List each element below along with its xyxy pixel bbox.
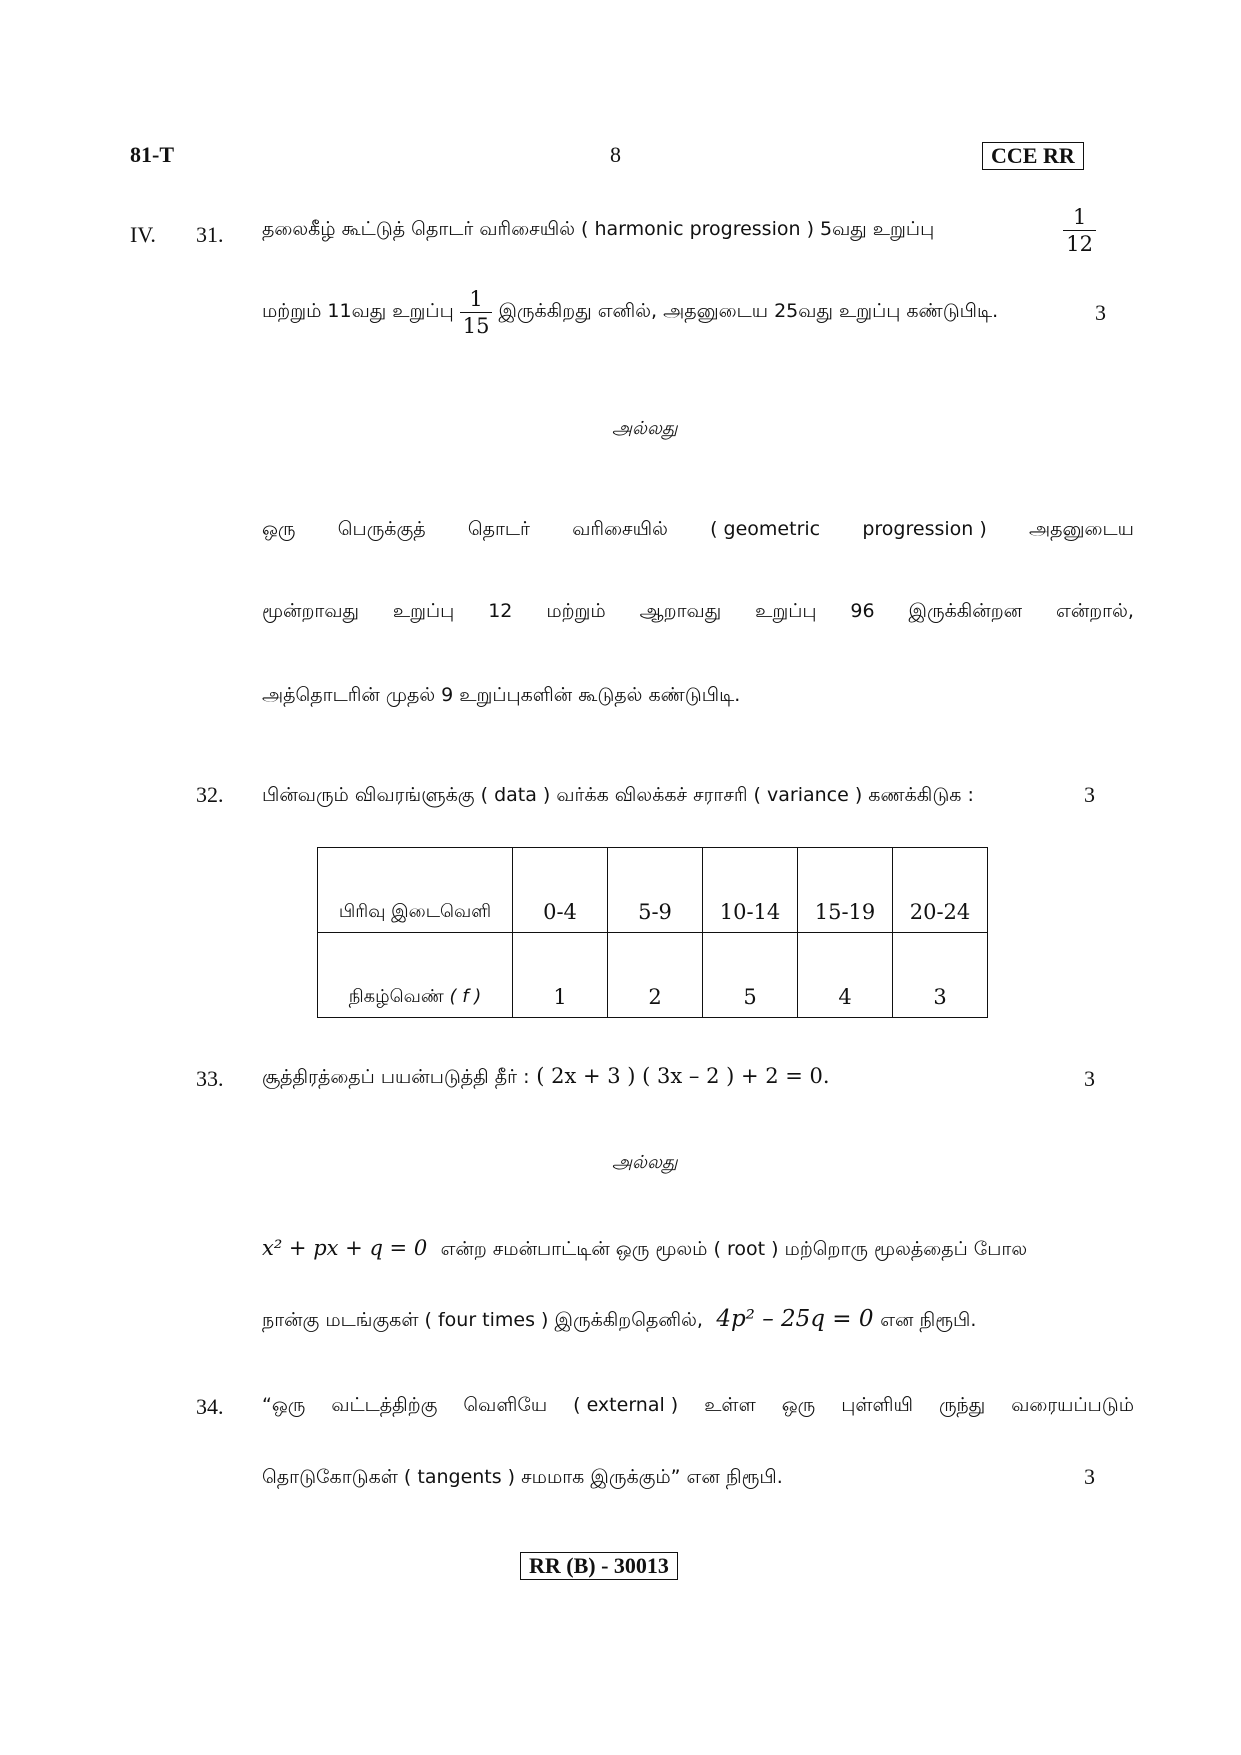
q34-word: உள்ள xyxy=(704,1394,756,1416)
q34-word: “ஒரு xyxy=(262,1394,306,1416)
q31-alt-word: 96 xyxy=(850,600,875,622)
q31-fraction-1 xyxy=(1063,204,1096,257)
paper-type-box: CCE RR xyxy=(982,142,1084,170)
table-cell-frequency: 3 xyxy=(893,933,988,1018)
question-32-text: பின்வரும் விவரங்ளுக்கு ( data ) வர்க்க விலக்கச் சராசரி ( variance ) கணக்கிடுக : xyxy=(262,784,974,806)
q33-marks: 3 xyxy=(1084,1066,1095,1091)
q33-equation: ( 2x + 3 ) ( 3x – 2 ) + 2 = 0. xyxy=(536,1064,830,1088)
q31-alt-word: ( geometric xyxy=(710,518,821,540)
q33-alt-line2-pre: நான்கு மடங்குகள் ( four times ) இருக்கிறதெனில், xyxy=(262,1309,703,1331)
q31-line1-text: தலைகீழ் கூட்டுத் தொடர் வரிசையில் ( harmonic progression ) 5வது உறுப்பு xyxy=(262,218,935,240)
q34-word: ருந்து xyxy=(938,1394,986,1416)
q34-word: வெளியே xyxy=(463,1394,548,1416)
q31-alt-word: தொடர் xyxy=(467,518,530,540)
q31-alt-word: ஆறாவது xyxy=(639,600,722,622)
q31-alt-word: ஒரு xyxy=(262,518,296,540)
question-31-number: 31. xyxy=(196,222,224,247)
q31-alt-word: உறுப்பு xyxy=(392,600,455,622)
q31-alt-line-1 xyxy=(262,518,1134,543)
q31-alt-word: 12 xyxy=(488,600,513,622)
q31-line2-pre: மற்றும் 11வது உறுப்பு xyxy=(262,300,454,322)
frequency-label-text: நிகழ்வெண் xyxy=(348,986,444,1007)
frequency-table xyxy=(317,847,988,1018)
question-33-number: 33. xyxy=(196,1066,224,1091)
q33-alt-equation-2: 4p² – 25q = 0 xyxy=(716,1306,874,1332)
q31-alt-line-3: அத்தொடரின் முதல் 9 உறுப்புகளின் கூடுதல் கண்டுபிடி. xyxy=(262,684,741,706)
table-cell-class: 15-19 xyxy=(798,848,893,933)
q34-line-1 xyxy=(262,1394,1134,1419)
q33-alt-line2-post: என நிரூபி. xyxy=(880,1309,977,1331)
table-cell-frequency: 2 xyxy=(608,933,703,1018)
frequency-symbol: ( f ) xyxy=(449,986,482,1007)
q34-word: வட்டத்திற்கு xyxy=(331,1394,438,1416)
q31-frac2-denominator: 15 xyxy=(460,312,493,339)
question-34-number: 34. xyxy=(196,1394,224,1419)
q33-alt-line-1 xyxy=(262,1236,1027,1263)
table-cell-class: 20-24 xyxy=(893,848,988,933)
q34-word: புள்ளியி xyxy=(841,1394,913,1416)
q34-marks: 3 xyxy=(1084,1464,1095,1489)
q31-line2-post: இருக்கிறது எனில், அதனுடைய 25வது உறுப்பு கண்டுபிடி. xyxy=(498,300,999,322)
q31-marks: 3 xyxy=(1095,299,1106,325)
q31-alt-word: உறுப்பு xyxy=(755,600,817,622)
section-number: IV. xyxy=(130,222,156,247)
footer-code-box: RR (B) - 30013 xyxy=(520,1552,678,1580)
q34-word: ( external ) xyxy=(573,1394,679,1416)
q31-alt-word: அதனுடைய xyxy=(1029,518,1134,540)
q33-alt-equation: x² + px + q = 0 xyxy=(262,1236,428,1260)
q31-or-label: அல்லது xyxy=(612,418,678,439)
q33-or-label: அல்லது xyxy=(612,1152,678,1173)
q31-frac2-numerator: 1 xyxy=(469,287,483,311)
q33-text-pre: சூத்திரத்தைப் பயன்படுத்தி தீர் : xyxy=(262,1066,530,1088)
q34-word: வரையப்படும் xyxy=(1011,1394,1134,1416)
q33-alt-line-2 xyxy=(262,1306,976,1334)
q31-alt-word: என்றால், xyxy=(1056,600,1134,622)
q33-alt-line1-text: என்ற சமன்பாட்டின் ஒரு மூலம் ( root ) மற்றொரு மூலத்தைப் போல xyxy=(440,1238,1028,1260)
q31-fraction-2 xyxy=(460,286,493,339)
frequency-label xyxy=(318,933,513,1018)
q31-alt-word: இருக்கின்றன xyxy=(908,600,1023,622)
q31-alt-line-2 xyxy=(262,600,1134,625)
q31-alt-word: progression ) xyxy=(862,518,987,540)
question-31-line-1 xyxy=(262,204,1102,257)
question-33-text xyxy=(262,1064,830,1091)
question-31-line-2 xyxy=(262,286,1106,339)
table-row-frequencies xyxy=(318,933,988,1018)
q32-marks: 3 xyxy=(1084,782,1095,807)
q31-alt-word: வரிசையில் xyxy=(572,518,668,540)
table-row-classes xyxy=(318,848,988,933)
class-interval-label: பிரிவு இடைவெளி xyxy=(318,848,513,933)
q31-alt-word: மற்றும் xyxy=(546,600,606,622)
table-cell-frequency: 5 xyxy=(703,933,798,1018)
q31-frac1-numerator: 1 xyxy=(1072,205,1087,229)
table-cell-class: 10-14 xyxy=(703,848,798,933)
table-cell-class: 0-4 xyxy=(513,848,608,933)
q31-alt-word: மூன்றாவது xyxy=(262,600,359,622)
q31-alt-word: பெருக்குத் xyxy=(337,518,426,540)
paper-code: 81-T xyxy=(130,142,174,167)
table-cell-frequency: 1 xyxy=(513,933,608,1018)
page-number: 8 xyxy=(610,142,621,167)
question-32-number: 32. xyxy=(196,782,224,807)
table-cell-class: 5-9 xyxy=(608,848,703,933)
q34-line-2: தொடுகோடுகள் ( tangents ) சமமாக இருக்கும்” என நிரூபி. xyxy=(262,1466,783,1488)
q34-word: ஒரு xyxy=(781,1394,816,1416)
table-cell-frequency: 4 xyxy=(798,933,893,1018)
q31-frac1-denominator: 12 xyxy=(1063,230,1096,257)
